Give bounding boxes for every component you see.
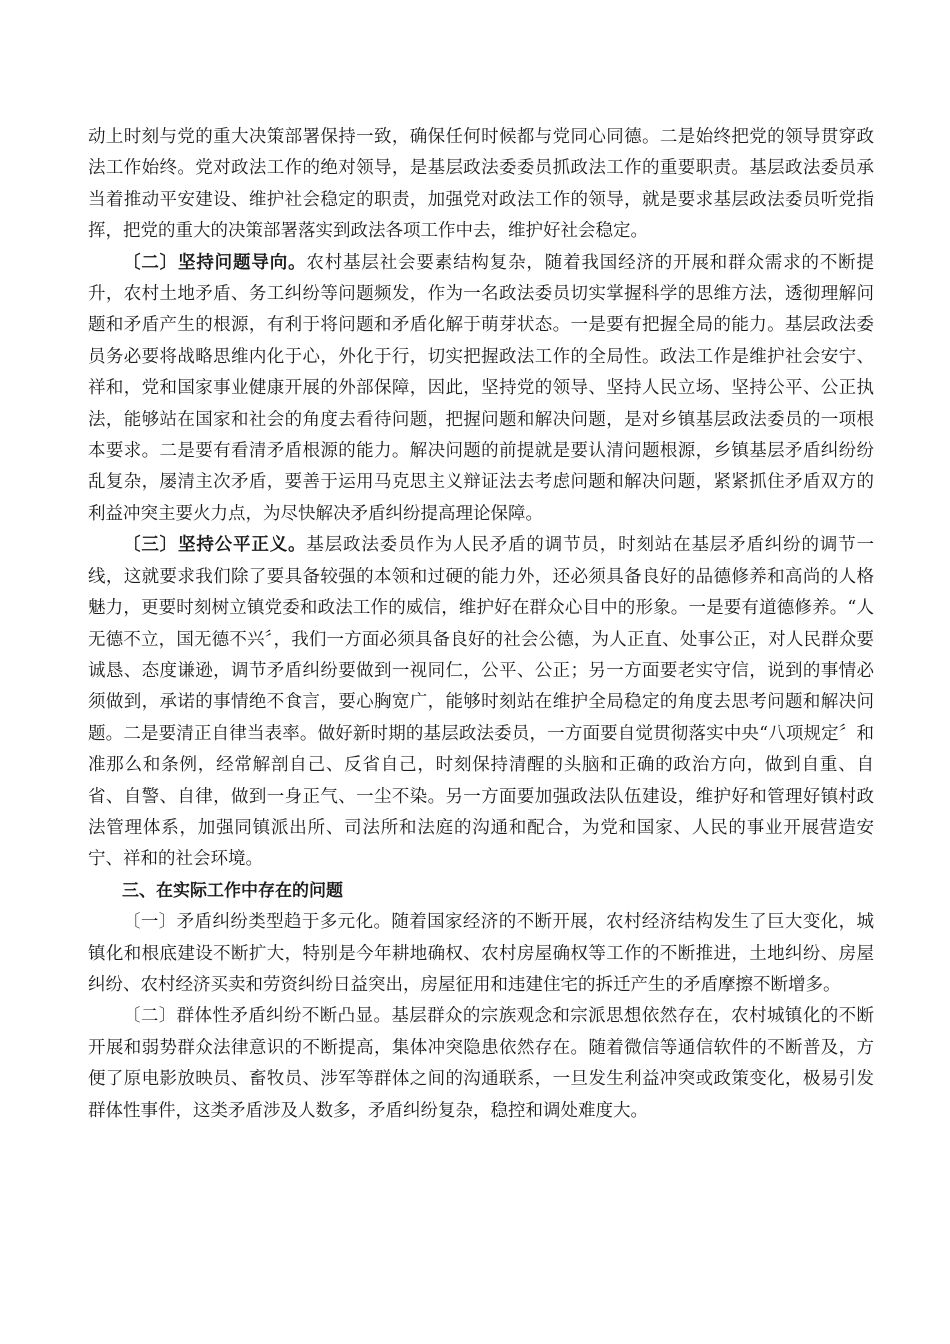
paragraph-body: 农村基层社会要素结构复杂，随着我国经济的开展和群众需求的不断提升，农村土地矛盾、务工纠纷等问题频发，作为一名政法委员切实掌握科学的思维方法，透彻理解问题和矛盾产生的根源，有利于将问题和矛盾化解于萌芽状态。一是要有把握全局的能力。基层政法委员务必要将战略思维内化于心，外化于行，切实把握政法工作的全局性。政法工作是维护社会安宁、祥和，党和国家事业健康开展的外部保障，因此，坚持党的领导、坚持人民立场、坚持公平、公正执法，能够站在国家和社会的角度去看待问题，把握问题和解决问题，是对乡镇基层政法委员的一项根本要求。二是要有看清矛盾根源的能力。解决问题的前提就是要认清问题根源，乡镇基层矛盾纠纷纷乱复杂，屡清主次矛盾，要善于运用马克思主义辩证法去考虑问题和解决问题，紧紧抓住矛盾双方的利益冲突主要火力点，为尽快解决矛盾纠纷提高理论保障。 [88,252,874,524]
document-page [88,122,874,1127]
section-heading-problems: 三、在实际工作中存在的问题 [122,880,343,901]
section-lead-fairness-justice: 〔三〕坚持公平正义。 [123,535,307,556]
paragraph-problem-orientation [88,248,874,531]
paragraph-diversified-disputes: 〔一〕矛盾纠纷类型趋于多元化。随着国家经济的不断开展，农村经济结构发生了巨大变化，城镇化和根底建设不断扩大，特别是今年耕地确权、农村房屋确权等工作的不断推进，土地纠纷、房屋纠纷、农村经济买卖和劳资纠纷日益突出，房屋征用和违建住宅的拆迁产生的矛盾摩擦不断增多。 [88,912,874,995]
paragraph-continuation: 动上时刻与党的重大决策部署保持一致，确保任何时候都与党同心同德。二是始终把党的领导贯穿政法工作始终。党对政法工作的绝对领导，是基层政法委委员抓政法工作的重要职责。基层政法委员承当着推动平安建设、维护社会稳定的职责，加强党对政法工作的领导，就是要求基层政法委员听党指挥，把党的重大的决策部署落实到政法各项工作中去，维护好社会稳定。 [88,127,874,242]
paragraph-group-disputes: 〔二〕群体性矛盾纠纷不断凸显。基层群众的宗族观念和宗派思想依然存在，农村城镇化的不断开展和弱势群众法律意识的不断提高，集体冲突隐患依然存在。随着微信等通信软件的不断普及，方便了原电影放映员、畜牧员、涉军等群体之间的沟通联系，一旦发生利益冲突或政策变化，极易引发群体性事件，这类矛盾涉及人数多，矛盾纠纷复杂，稳控和调处难度大。 [88,1006,874,1121]
section-lead-problem-orientation: 〔二〕坚持问题导向。 [123,252,307,273]
paragraph-body: 基层政法委员作为人民矛盾的调节员，时刻站在基层矛盾纠纷的调节一线，这就要求我们除了要具备较强的本领和过硬的能力外，还必须具备良好的品德修养和高尚的人格魅力，更要时刻树立镇党委和政法工作的威信，维护好在群众心目中的形象。一是要有道德修养。“人无德不立，国无德不兴〞，我们一方面必须具备良好的社会公德，为人正直、处事公正，对人民群众要诚恳、态度谦逊，调节矛盾纠纷要做到一视同仁，公平、公正；另一方面要老实守信，说到的事情必须做到，承诺的事情绝不食言，要心胸宽广，能够时刻站在维护全局稳定的角度去思考问题和解决问题。二是要清正自律当表率。做好新时期的基层政法委员，一方面要自觉贯彻落实中央“八项规定〞和准那么和条例，经常解剖自己、反省自己，时刻保持清醒的头脑和正确的政治方向，做到自重、自省、自警、自律，做到一身正气、一尘不染。另一方面要加强政法队伍建设，维护好和管理好镇村政法管理体系，加强同镇派出所、司法所和法庭的沟通和配合，为党和国家、人民的事业开展营造安宁、祥和的社会环境。 [88,535,874,870]
paragraph-fairness-justice [88,530,874,875]
